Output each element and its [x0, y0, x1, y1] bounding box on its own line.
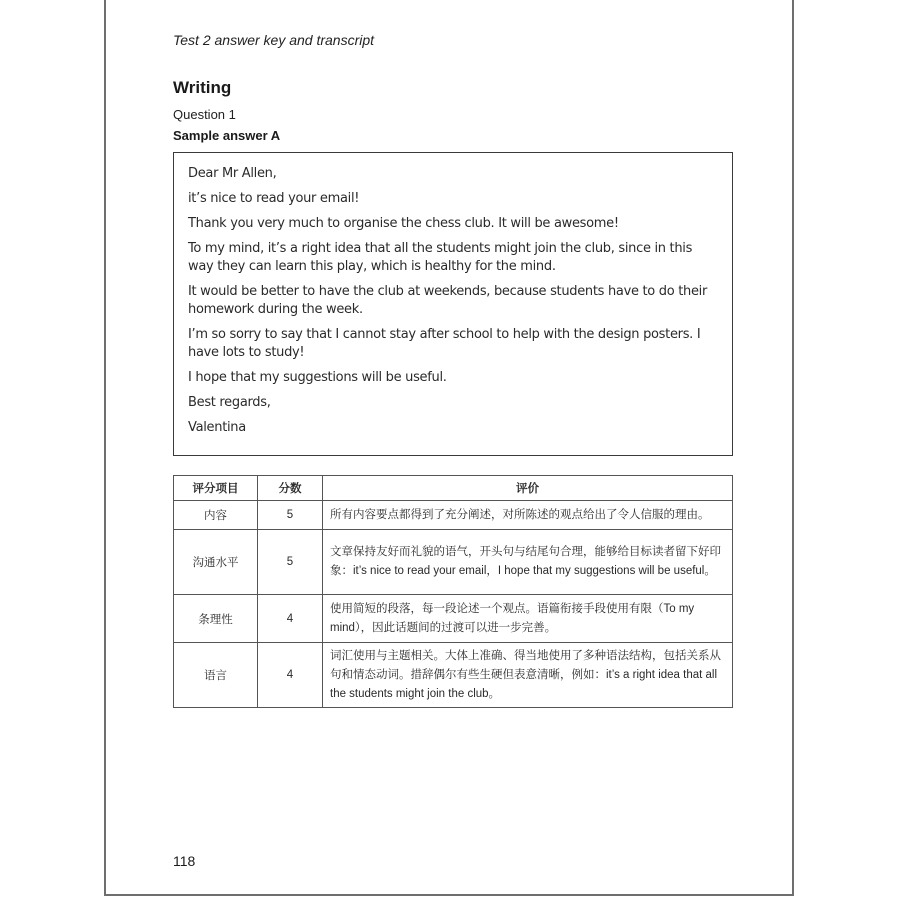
- letter-paragraph: it’s nice to read your email!: [188, 191, 360, 206]
- table-row: [174, 501, 733, 530]
- letter-closing: Best regards,: [188, 395, 271, 410]
- score-cell: 5: [258, 501, 323, 530]
- rubric-table: [173, 475, 733, 708]
- letter-greeting: Dear Mr Allen,: [188, 166, 277, 181]
- letter-paragraph: I hope that my suggestions will be useful.: [188, 370, 447, 385]
- running-head: Test 2 answer key and transcript: [173, 32, 375, 48]
- page-number: 118: [173, 853, 196, 869]
- letter-signature: Valentina: [188, 420, 246, 435]
- header-comment: 评价: [323, 476, 733, 501]
- section-title: Writing: [173, 78, 232, 97]
- table-row: [174, 643, 733, 708]
- rubric-header-row: [174, 476, 733, 501]
- score-cell: 5: [258, 530, 323, 595]
- question-label: Question 1: [173, 107, 236, 122]
- criterion-cell: 语言: [174, 643, 258, 708]
- score-cell: 4: [258, 643, 323, 708]
- header-criterion: 评分项目: [174, 476, 258, 501]
- table-row: [174, 595, 733, 643]
- letter-paragraph: It would be better to have the club at weekends, because students have to do their homework during the week.: [188, 284, 708, 317]
- criterion-cell: 沟通水平: [174, 530, 258, 595]
- criterion-cell: 内容: [174, 501, 258, 530]
- comment-cell: 文章保持友好而礼貌的语气，开头句与结尾句合理，能够给目标读者留下好印象：it’s nice to read your email，I hope that my suggestions will be useful。: [323, 530, 733, 595]
- table-row: [174, 530, 733, 595]
- letter-paragraph: To my mind, it’s a right idea that all the students might join the club, since in this way they can learn this play, which is healthy for the mind.: [188, 241, 693, 274]
- comment-cell: 词汇使用与主题相关。大体上准确、得当地使用了多种语法结构，包括关系从句和情态动词。措辞偶尔有些生硬但表意清晰，例如：it’s a right idea that all the students might join the club。: [323, 643, 733, 708]
- criterion-cell: 条理性: [174, 595, 258, 643]
- letter-paragraph: I’m so sorry to say that I cannot stay after school to help with the design posters. I have lots to study!: [188, 327, 701, 360]
- letter-paragraph: Thank you very much to organise the chess club. It will be awesome!: [188, 216, 619, 231]
- header-score: 分数: [258, 476, 323, 501]
- sample-letter-box: [173, 152, 733, 456]
- comment-cell: 使用简短的段落，每一段论述一个观点。语篇衔接手段使用有限（To my mind），因此话题间的过渡可以进一步完善。: [323, 595, 733, 643]
- sample-answer-label: Sample answer A: [173, 128, 281, 143]
- comment-cell: 所有内容要点都得到了充分阐述，对所陈述的观点给出了令人信服的理由。: [323, 501, 733, 530]
- score-cell: 4: [258, 595, 323, 643]
